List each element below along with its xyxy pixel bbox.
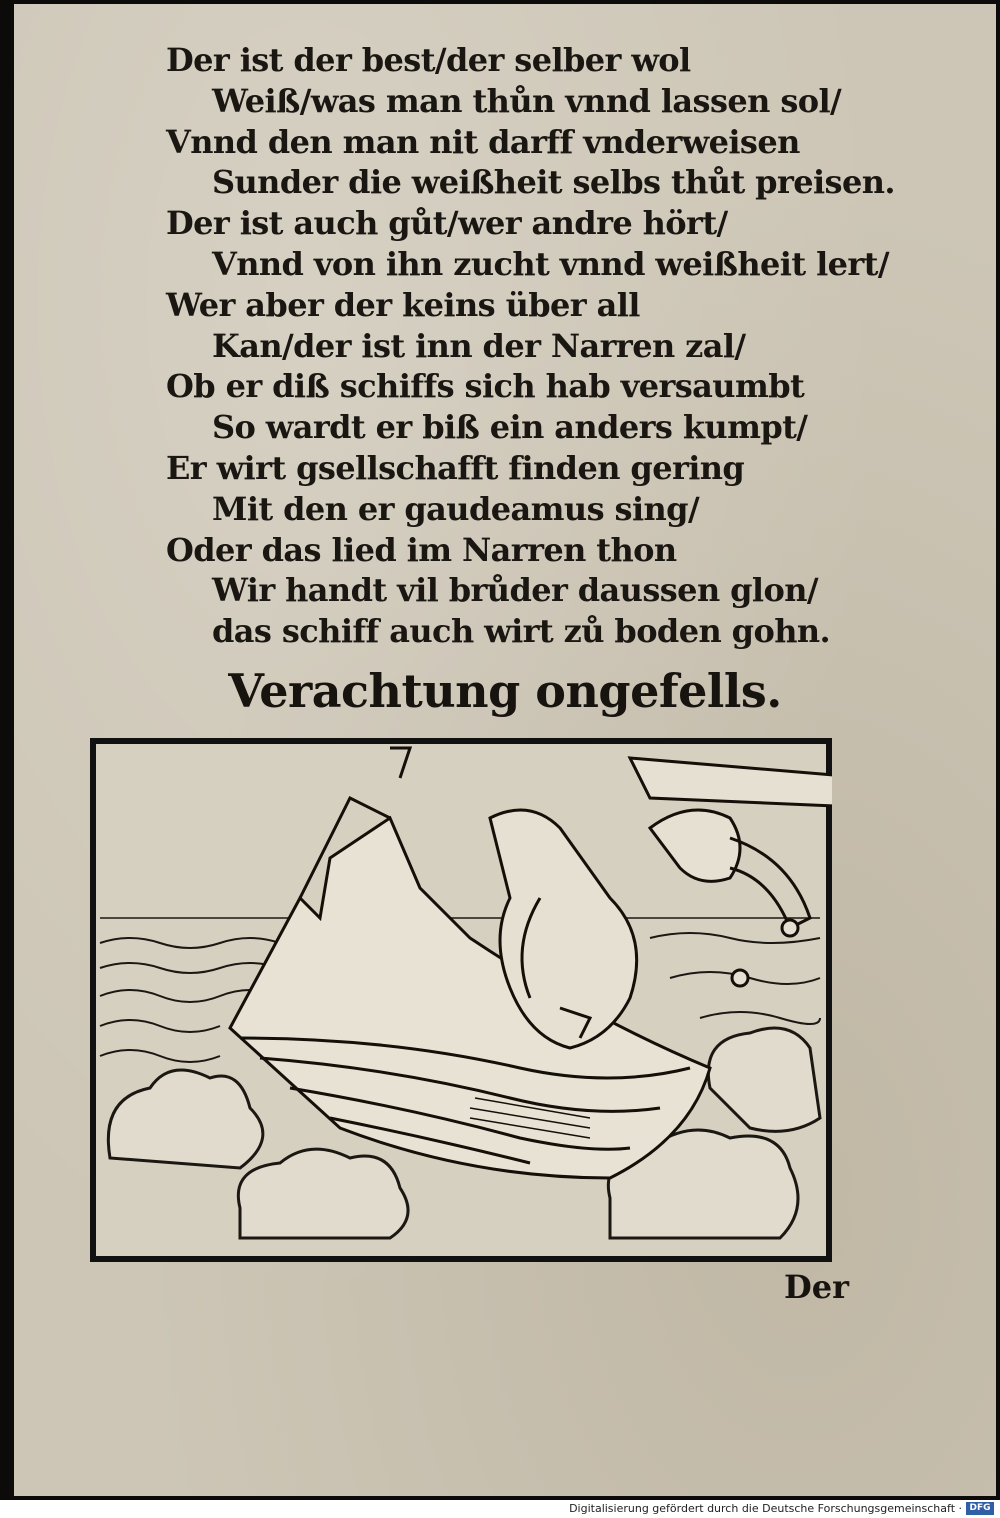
verse-line-1: Der ist der best/der selber wol (166, 41, 691, 79)
verse-block (166, 40, 895, 652)
verse-line-15: das schiff auch wirt zů boden gohn. (212, 612, 831, 651)
chapter-title: Verachtung ongefells. (228, 664, 782, 718)
verse-line-9: Ob er diß schiffs sich hab versaumbt (166, 367, 805, 406)
verse-line-13: Oder das lied im Narren thon (166, 530, 677, 569)
verse-line-10: So wardt er biß ein anders kumpt/ (212, 408, 808, 447)
verse-line-12: Mit den er gaudeamus sing/ (212, 489, 700, 528)
book-page (14, 4, 996, 1496)
verse-line-11: Er wirt gsellschafft finden gering (166, 448, 745, 487)
woodcut-illustration (90, 738, 832, 1262)
footer-bar (0, 1500, 1000, 1518)
dfg-logo-icon: DFG (966, 1502, 994, 1515)
verse-line-2: Weiß/was man thůn vnnd lassen sol/ (212, 81, 842, 120)
verse-line-4: Sunder die weißheit selbs thůt preisen. (212, 163, 895, 202)
verse-line-7: Wer aber der keins über all (166, 285, 640, 324)
verse-line-6: Vnnd von ihn zucht vnnd weißheit lert/ (212, 244, 889, 283)
verse-line-5: Der ist auch gůt/wer andre hört/ (166, 204, 728, 243)
verse-line-14: Wir handt vil brůder daussen glon/ (212, 571, 818, 610)
footer-credit: Digitalisierung gefördert durch die Deutsche Forschungsgemeinschaft · (569, 1502, 962, 1515)
verse-line-3: Vnnd den man nit darff vnderweisen (166, 122, 800, 161)
catchword: Der (784, 1268, 849, 1306)
verse-line-8: Kan/der ist inn der Narren zal/ (212, 326, 746, 365)
